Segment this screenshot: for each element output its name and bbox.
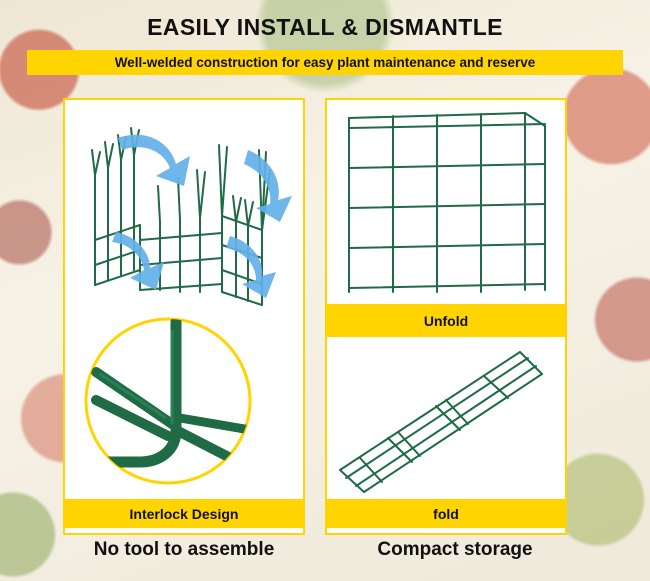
subtitle-banner	[27, 50, 623, 75]
subtitle-text: Well-welded construction for easy plant maintenance and reserve	[114, 55, 536, 70]
caption-interlock-text: Interlock Design	[129, 505, 239, 522]
page-title: EASILY INSTALL & DISMANTLE	[147, 14, 503, 40]
caption-interlock	[63, 499, 305, 528]
caption-fold	[325, 499, 567, 528]
footer-compact-storage: Compact storage	[377, 539, 533, 560]
caption-unfold-text: Unfold	[423, 312, 469, 329]
caption-unfold	[325, 306, 567, 335]
caption-fold-text: fold	[433, 505, 459, 522]
panel-install	[63, 98, 305, 535]
footer-no-tool: No tool to assemble	[93, 539, 275, 560]
panel-unfold	[325, 98, 567, 306]
